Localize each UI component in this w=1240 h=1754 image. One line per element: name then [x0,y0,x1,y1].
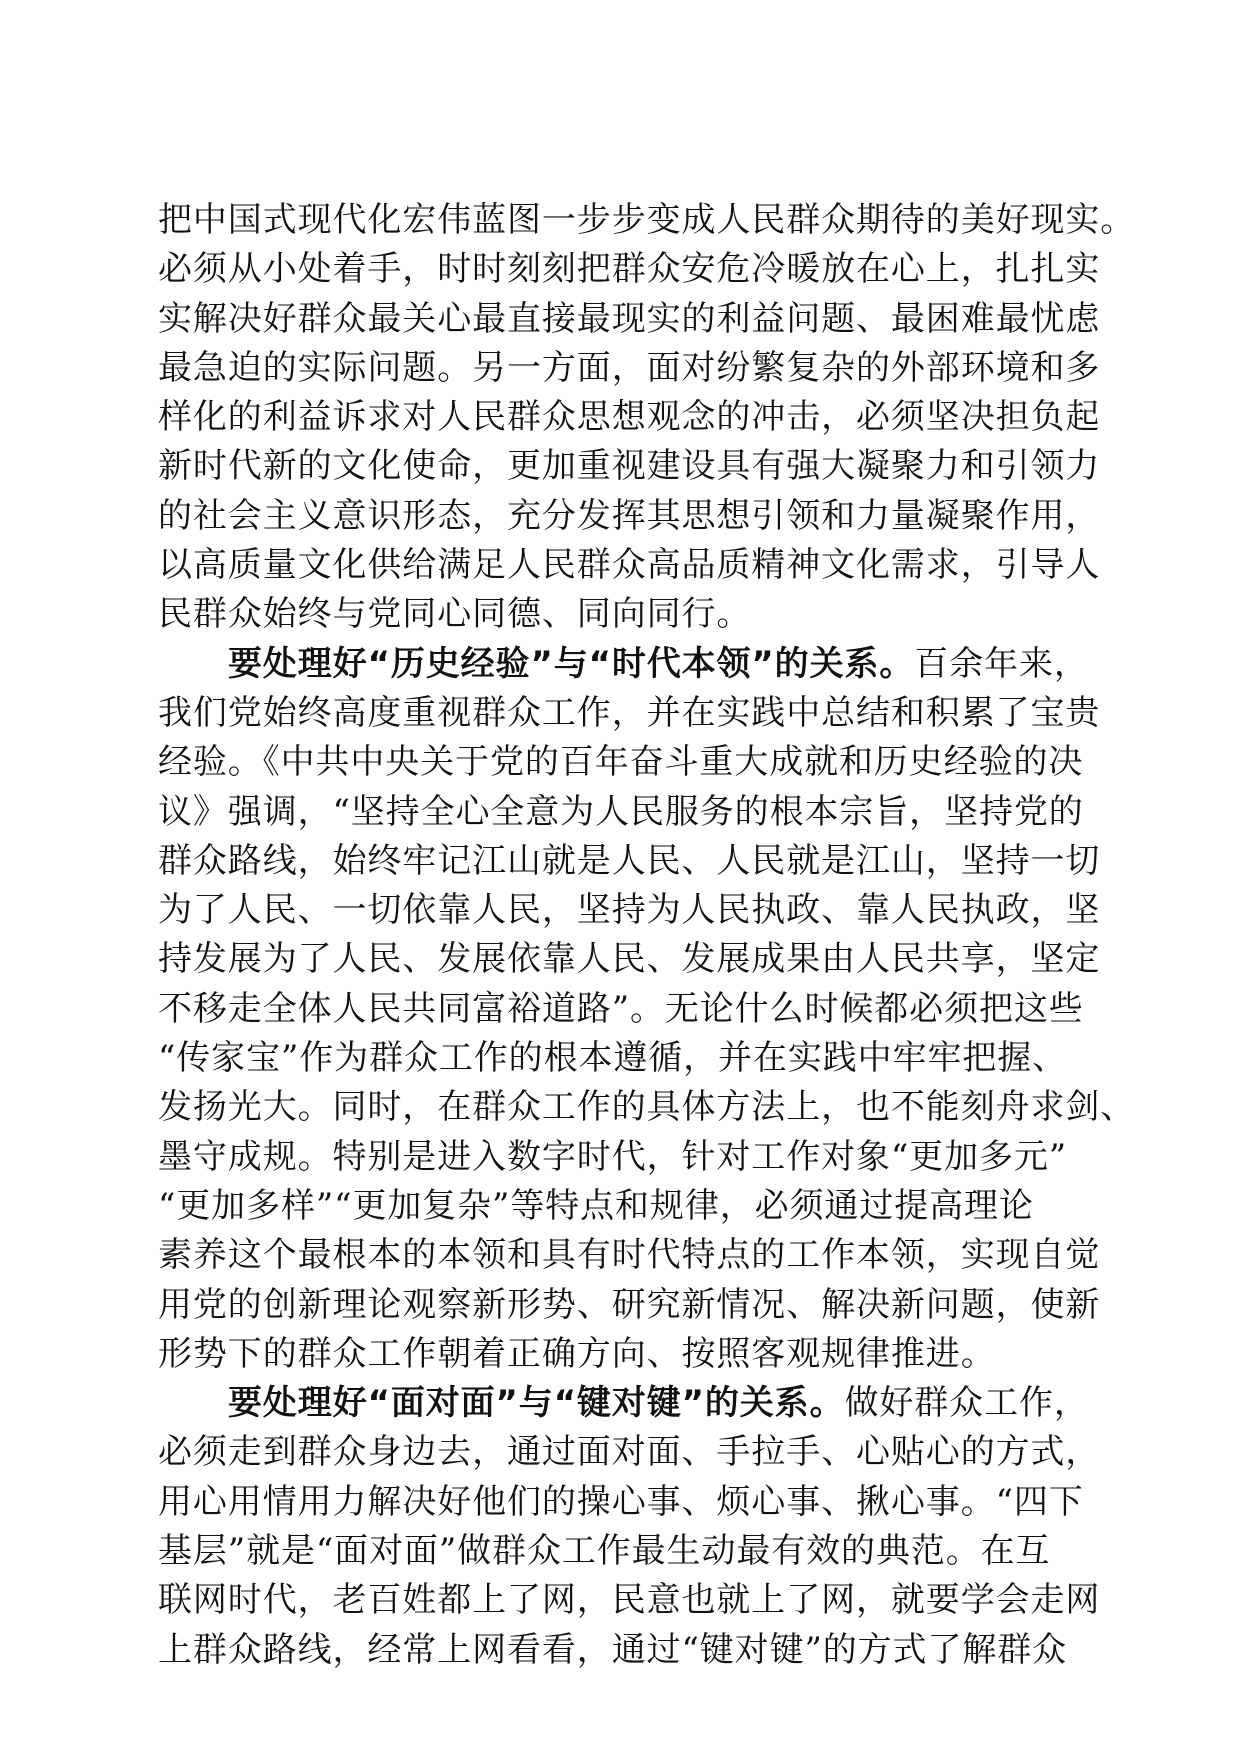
text-line: 基层”就是“面对面”做群众工作最生动最有效的典范。在互 [158,1531,1051,1572]
text-line: 经验。《中共中央关于党的百年奋斗重大成就和历史经验的决 [158,742,1084,783]
text-line: “更加多样”“更加复杂”等特点和规律，必须通过提高理论 [158,1185,1034,1226]
text-line: 必须从小处着手，时时刻刻把群众安危冷暖放在心上，扎扎实 [158,249,1101,290]
text-run: 百余年来， [914,643,1089,684]
text-line: 样化的利益诉求对人民群众思想观念的冲击，必须坚决担负起 [158,397,1101,438]
paragraph-2 [158,640,1136,1379]
paragraph-heading: 要处理好“面对面”与“键对键”的关系。 [228,1383,845,1424]
text-line: 的社会主义意识形态，充分发挥其思想引领和力量凝聚作用， [158,495,1101,536]
text-line: 新时代新的文化使命，更加重视建设具有强大凝聚力和引领力 [158,446,1101,487]
paragraph-heading: 要处理好“历史经验”与“时代本领”的关系。 [228,643,915,684]
text-line: 必须走到群众身边去，通过面对面、手拉手、心贴心的方式， [158,1432,1101,1473]
text-line: 把中国式现代化宏伟蓝图一步步变成人民群众期待的美好现实。 [158,200,1136,240]
text-line: 群众路线，始终牢记江山就是人民、人民就是江山，坚持一切 [158,840,1101,881]
text-line: 持发展为了人民、发展依靠人民、发展成果由人民共享，坚定 [158,939,1101,980]
text-line: 以高质量文化供给满足人民群众高品质精神文化需求，引导人 [158,545,1101,586]
text-line: 联网时代，老百姓都上了网，民意也就上了网，就要学会走网 [158,1580,1101,1621]
text-line: 用心用情用力解决好他们的操心事、烦心事、揪心事。“四下 [158,1481,1084,1522]
body-text [158,196,1136,1675]
paragraph-3 [158,1379,1101,1675]
text-line: 实解决好群众最关心最直接最现实的利益问题、最困难最忧虑 [158,298,1101,339]
paragraph-1 [158,196,1136,640]
text-line: 上群众路线，经常上网看看，通过“键对键”的方式了解群众 [158,1629,1068,1670]
text-line: 墨守成规。特别是进入数字时代，针对工作对象“更加多元” [158,1136,1068,1177]
text-line: 最急迫的实际问题。另一方面，面对纷繁复杂的外部环境和多 [158,347,1101,388]
paragraph-first-line [158,640,1088,689]
text-line: 发扬光大。同时，在群众工作的具体方法上，也不能刻舟求剑、 [158,1087,1136,1128]
paragraph-first-line [158,1379,1088,1428]
text-line: 议》强调，“坚持全心全意为人民服务的根本宗旨，坚持党的 [158,791,1084,832]
text-line: 为了人民、一切依靠人民，坚持为人民执政、靠人民执政，坚 [158,890,1101,931]
text-line: 我们党始终高度重视群众工作，并在实践中总结和积累了宝贵 [158,692,1101,733]
text-line: 民群众始终与党同心同德、同向同行。 [158,594,752,635]
text-line: 形势下的群众工作朝着正确方向、按照客观规律推进。 [158,1333,996,1374]
text-line: 用党的创新理论观察新形势、研究新情况、解决新问题，使新 [158,1284,1101,1325]
text-line: 不移走全体人民共同富裕道路”。无论什么时候都必须把这些 [158,988,1084,1029]
text-run: 做好群众工作， [844,1383,1089,1424]
text-line: “传家宝”作为群众工作的根本遵循，并在实践中牢牢把握、 [158,1038,1068,1079]
text-line: 素养这个最根本的本领和具有时代特点的工作本领，实现自觉 [158,1235,1101,1276]
